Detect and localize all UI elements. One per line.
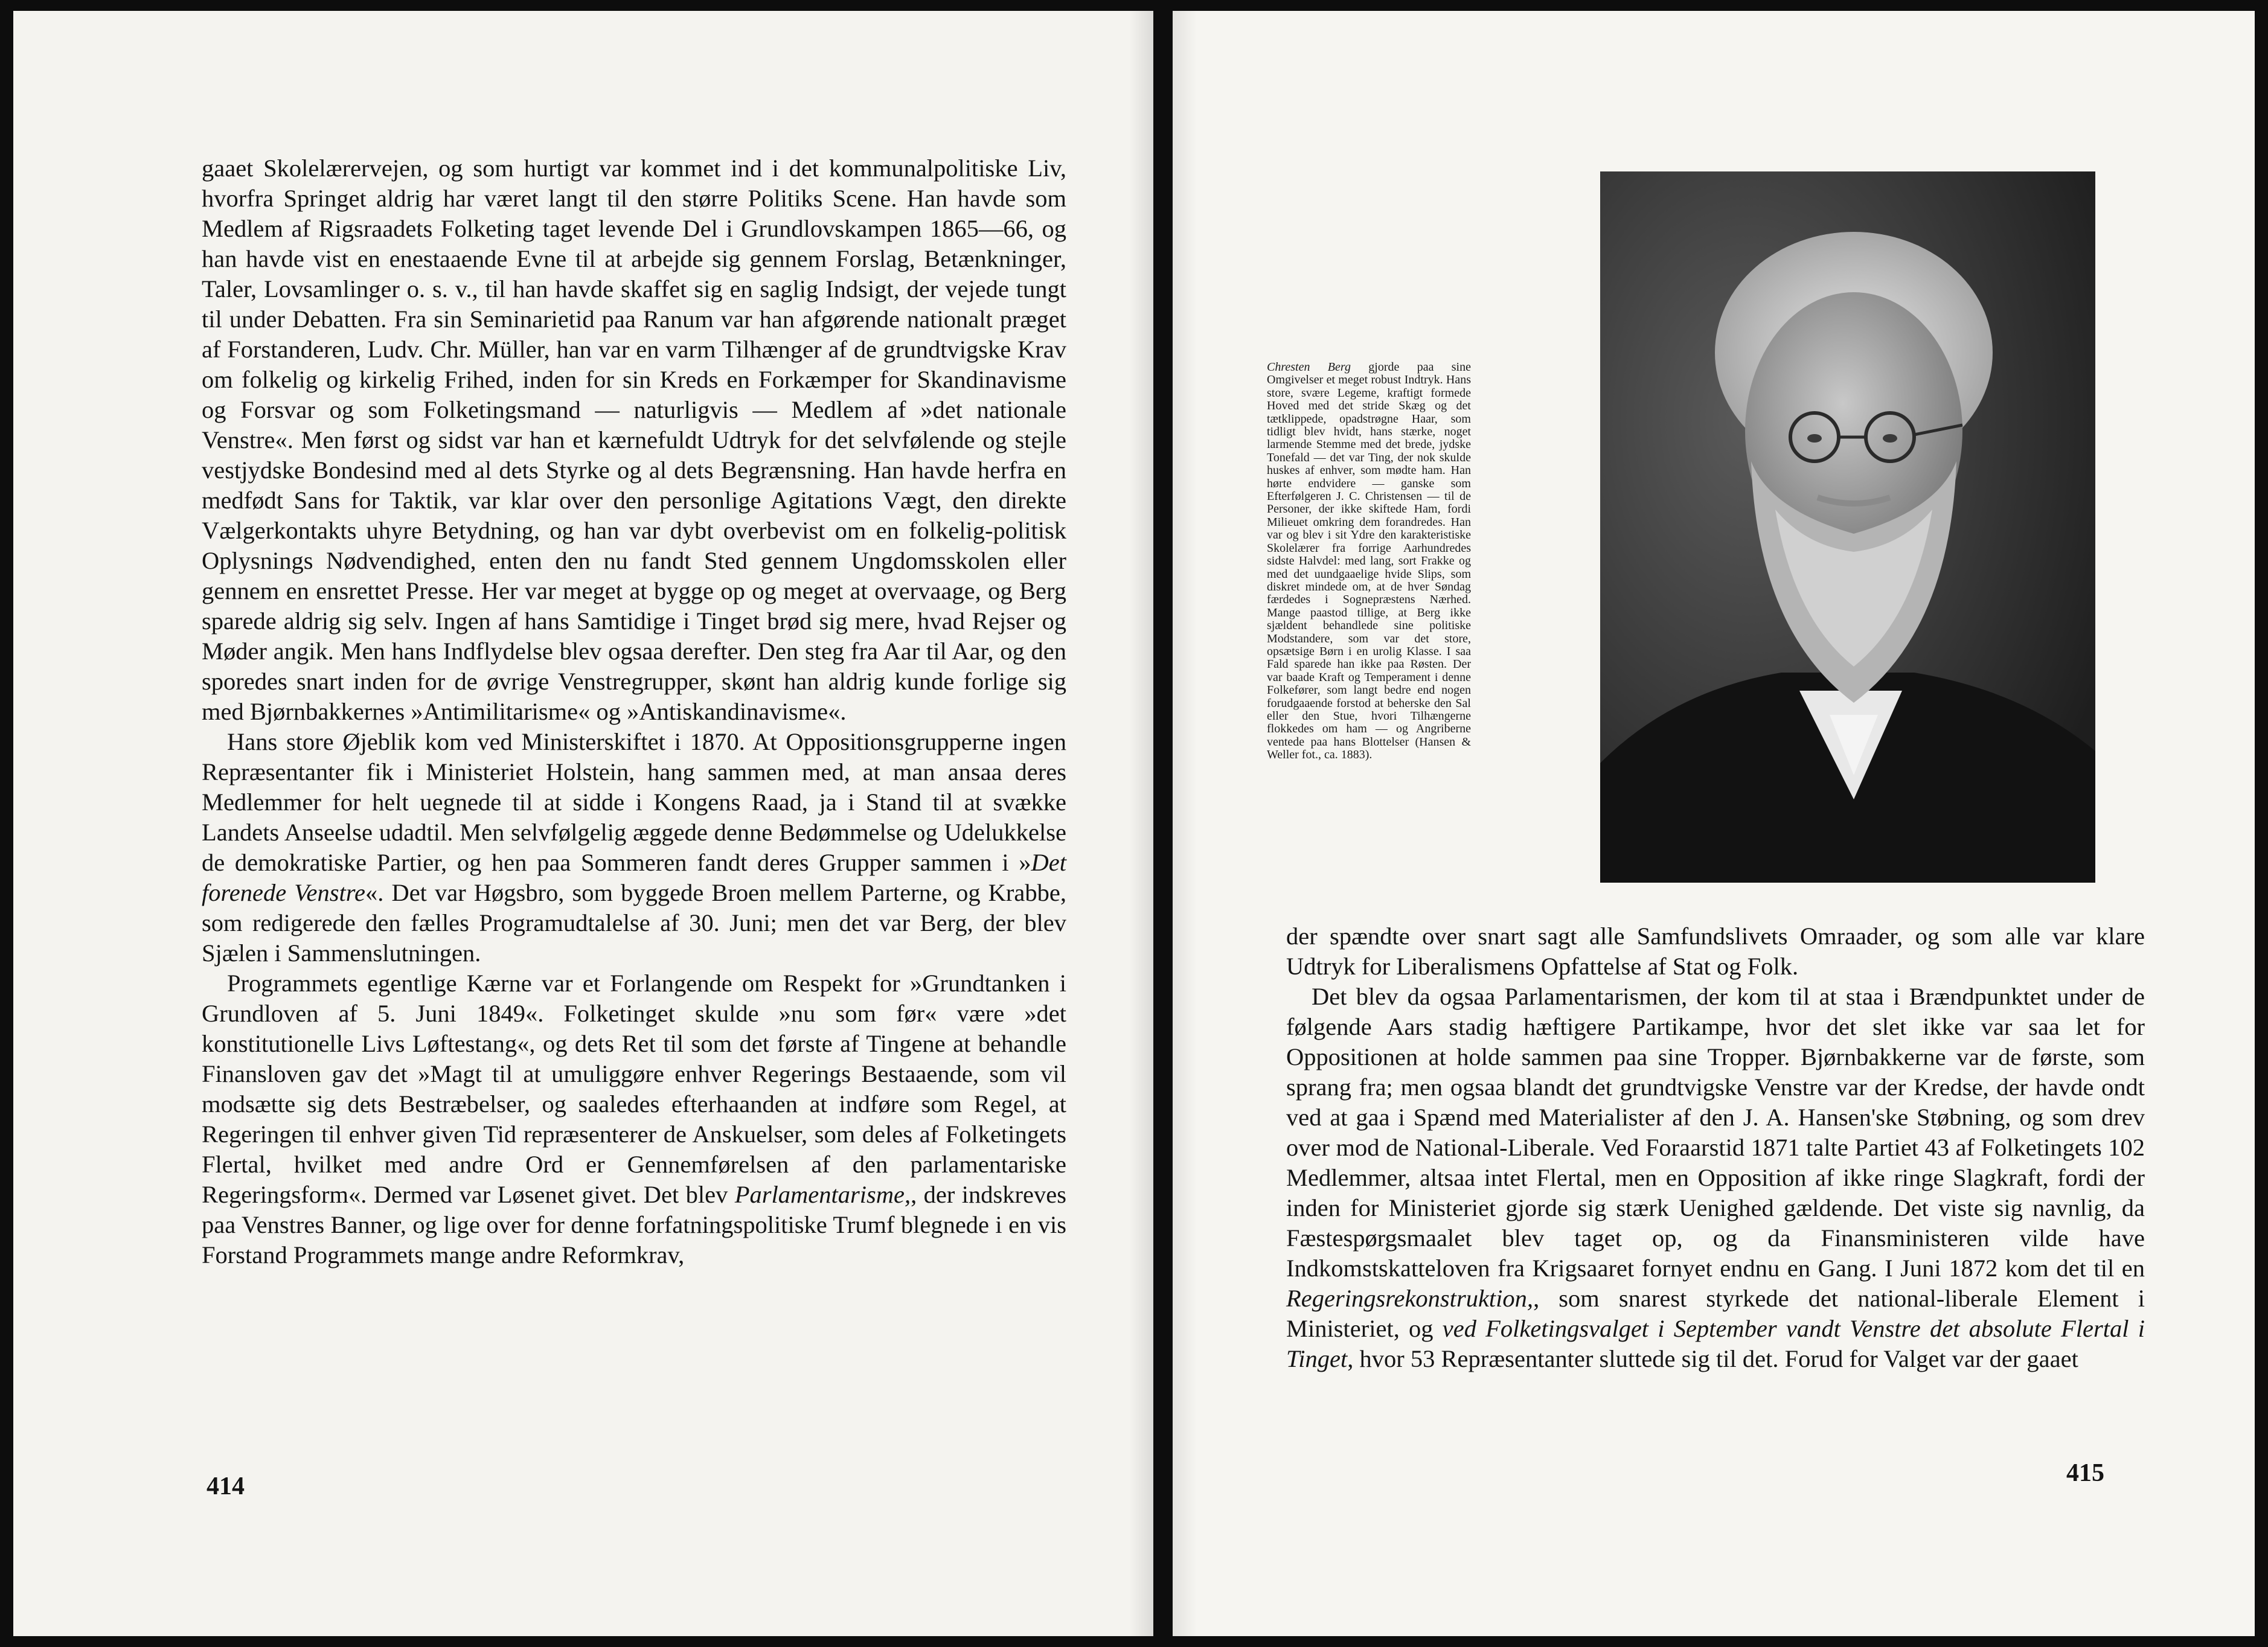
paragraph	[202, 153, 1066, 727]
page-gutter-shadow	[1129, 11, 1153, 1636]
right-page	[1173, 11, 2255, 1636]
paragraph-text: gaaet Skolelærervejen, og som hurtigt var kommet ind i det kommunalpolitiske Liv, hvorfra Springet aldrig har været langt til den større Politiks Scene. Han havde som Medlem af Rigsraadets Folketing taget levende Del i Grundlovskampen 1865—66, og han havde vist en enestaaende Evne til at arbejde sig gennem Forslag, Betænkninger, Taler, Lovsamlinger o. s. v., til han havde skaffet sig en saglig Indsigt, der vejede tungt til under Debatten. Fra sin Seminarietid paa Ranum var han afgørende nationalt præget af Forstanderen, Ludv. Chr. Müller, han var en varm Tilhænger af de grundtvigske Krav om folkelig og kirkelig Frihed, inden for sin Kreds en Forkæmper for Skandinavisme og Forsvar og som Folketingsmand — naturligvis — Medlem af »det nationale Venstre«. Men først og sidst var han et kærnefuldt Udtryk for det selvfølende og stejle vestjydske Bondesind med al dets Styrke og al dets Begrænsning. Han havde herfra en medfødt Sans for Taktik, var klar over den personlige Agitations Vægt, den direkte Vælgerkontakts uhyre Betydning, og han var dybt overbevist om en folkelig-politisk Oplysnings Nødvendighed, enten den nu fandt Sted gennem Ungdomsskolen eller gennem en ensrettet Presse. Her var meget at bygge op og meget at overvaage, og Berg sparede aldrig sig selv. Ingen af hans Samtidige i Tinget brød sig mere, hvad Rejser og Møder angik. Men hans Indflydelse blev ogsaa derefter. Den steg fra Aar til Aar, og den sporedes snart inden for de øvrige Venstregrupper, skønt han aldrig kunde forlige sig med Bjørnbakkernes »Antimilitarisme« og »Antiskandinavisme«.	[202, 155, 1066, 725]
italic-phrase: ved Folketingsvalget i September vandt Venstre det absolute Flertal i Tinget	[1286, 1315, 2145, 1372]
page-number: 414	[207, 1473, 245, 1500]
left-page	[13, 11, 1153, 1636]
paragraph	[202, 968, 1066, 1270]
portrait-illustration	[1600, 171, 2095, 883]
paragraph-text: Programmets egentlige Kærne var et Forlangende om Respekt for »Grundtanken i Grundloven af 5. Juni 1849«. Folketinget skulde »nu som før« være »det konstitutionelle Livs Løftestang«, og dets Ret til som det første af Tingene at behandle Finansloven gav det »Magt til at umuliggøre enhver Regerings Bestaaende, som vil modsætte sig dets Bestræbelser, og saaledes efterhaanden at indføre som Regel, at Regeringen til enhver given Tid repræsenterer de Anskuelser, som deles af Folketingets Flertal, hvilket med andre Ord er Gennemførelsen af den parlamentariske Regeringsform«. Dermed var Løsenet givet. Det blev	[202, 970, 1066, 1208]
paragraph-text: , der indskreves paa Venstres Banner, og lige over for denne forfatningspolitiske Trumf blegnede i en vis Forstand Programmets mange andre Reformkrav,	[202, 1181, 1066, 1268]
italic-phrase: Det forenede Venstre	[202, 849, 1066, 906]
italic-phrase: Parlamentarisme,	[734, 1181, 911, 1208]
caption-text: gjorde paa sine Omgivelser et meget robust Indtryk. Hans store, svære Legeme, kraftigt formede Hoved med det stride Skæg og det tætklippede, opadstrøgne Haar, som tidligt blev hvidt, hans stærke, noget larmende Stemme med det brede, jydske Tonefald — det var Ting, der nok skulde huskes af enhver, som mødte ham. Han hørte endvidere — ganske som Efterfølgeren J. C. Christensen — til de Personer, der ikke skiftede Ham, fordi Milieuet omkring dem forandredes. Han var og blev i sit Ydre den karakteristiske Skolelærer fra forrige Aarhundredes sidste Halvdel: med lang, sort Frakke og med det uundgaaelige hvide Slips, som diskret mindede om, at de hver Søndag færdedes i Sognepræstens Nærhed. Mange paastod tillige, at Berg ikke sjældent behandlede sine politiske Modstandere, som var det store, opsætsige Børn i en urolig Klasse. I saa Fald sparede han ikke paa Røsten. Der var baade Kraft og Temperament i denne Folkefører, som langt bedre end nogen forudgaaende forstod at beherske den Sal eller den Stue, hvori Tilhængerne flokkedes om ham — og Angriberne ventede paa hans Blottelser (Hansen & Weller fot., ca. 1883).	[1267, 360, 1471, 762]
right-page-text	[1286, 921, 2145, 1374]
paragraph	[202, 727, 1066, 968]
left-page-text	[202, 153, 1066, 1270]
paragraph	[1286, 921, 2145, 982]
paragraph-text: Det blev da ogsaa Parlamentarismen, der kom til at staa i Brændpunktet under de følgende Aars stadig hæftigere Partikampe, hvor det slet ikke var saa let for Oppositionen at holde sammen paa sine Tropper. Bjørnbakkerne var de første, som sprang fra; men ogsaa blandt det grundtvigske Venstre var der Kredse, der havde ondt ved at gaa i Spænd med Materialister af den J. A. Hansen'ske Støbning, og som drev over mod de National-Liberale. Ved Foraarstid 1871 talte Partiet 43 af Folketingets 102 Medlemmer, altsaa intet Flertal, men en Opposition af ikke ringe Slagkraft, fordi der inden for Ministeriet gjorde sig stærk Uenighed gældende. Det viste sig navnlig, da Fæstespørgsmaalet blev taget op, og da Finansministeren vilde have Indkomstskatteloven fra Krigsaaret fornyet endnu en Gang. I Juni 1872 kom det til en	[1286, 983, 2145, 1282]
page-number: 415	[2066, 1459, 2104, 1487]
paragraph-text: «. Det var Høgsbro, som byggede Broen mellem Parterne, og Krabbe, som redigerede den fælles Programudtalelse af 30. Juni; men det var Berg, der blev Sjælen i Sammenslutningen.	[202, 879, 1066, 967]
caption-name: Chresten Berg	[1267, 360, 1351, 374]
photo-caption	[1267, 361, 1471, 762]
paragraph-text: Hans store Øjeblik kom ved Ministerskiftet i 1870. At Oppositionsgrupperne ingen Repræsentanter fik i Ministeriet Holstein, hang sammen med, at man ansaa deres Medlemmer for helt uegnede til at sidde i Kongens Raad, ja i Stand til at svække Landets Anseelse udadtil. Men selvfølgelig æggede denne Bedømmelse og Udelukkelse de demokratiske Partier, og hen paa Sommeren fandt deres Grupper sammen i »	[202, 728, 1066, 876]
paragraph-text: der spændte over snart sagt alle Samfundslivets Omraader, og som alle var klare Udtryk for Liberalismens Opfattelse af Stat og Folk.	[1286, 923, 2145, 980]
page-gutter-shadow	[1173, 11, 1197, 1636]
paragraph	[1286, 982, 2145, 1374]
portrait-photograph	[1600, 171, 2095, 883]
paragraph-text: , som snarest styrkede det national-liberale Element i Ministeriet, og	[1286, 1285, 2145, 1342]
paragraph-text: , hvor 53 Repræsentanter sluttede sig til det. Forud for Valget var der gaaet	[1347, 1345, 2078, 1372]
italic-phrase: Regeringsrekonstruktion,	[1286, 1285, 1534, 1312]
